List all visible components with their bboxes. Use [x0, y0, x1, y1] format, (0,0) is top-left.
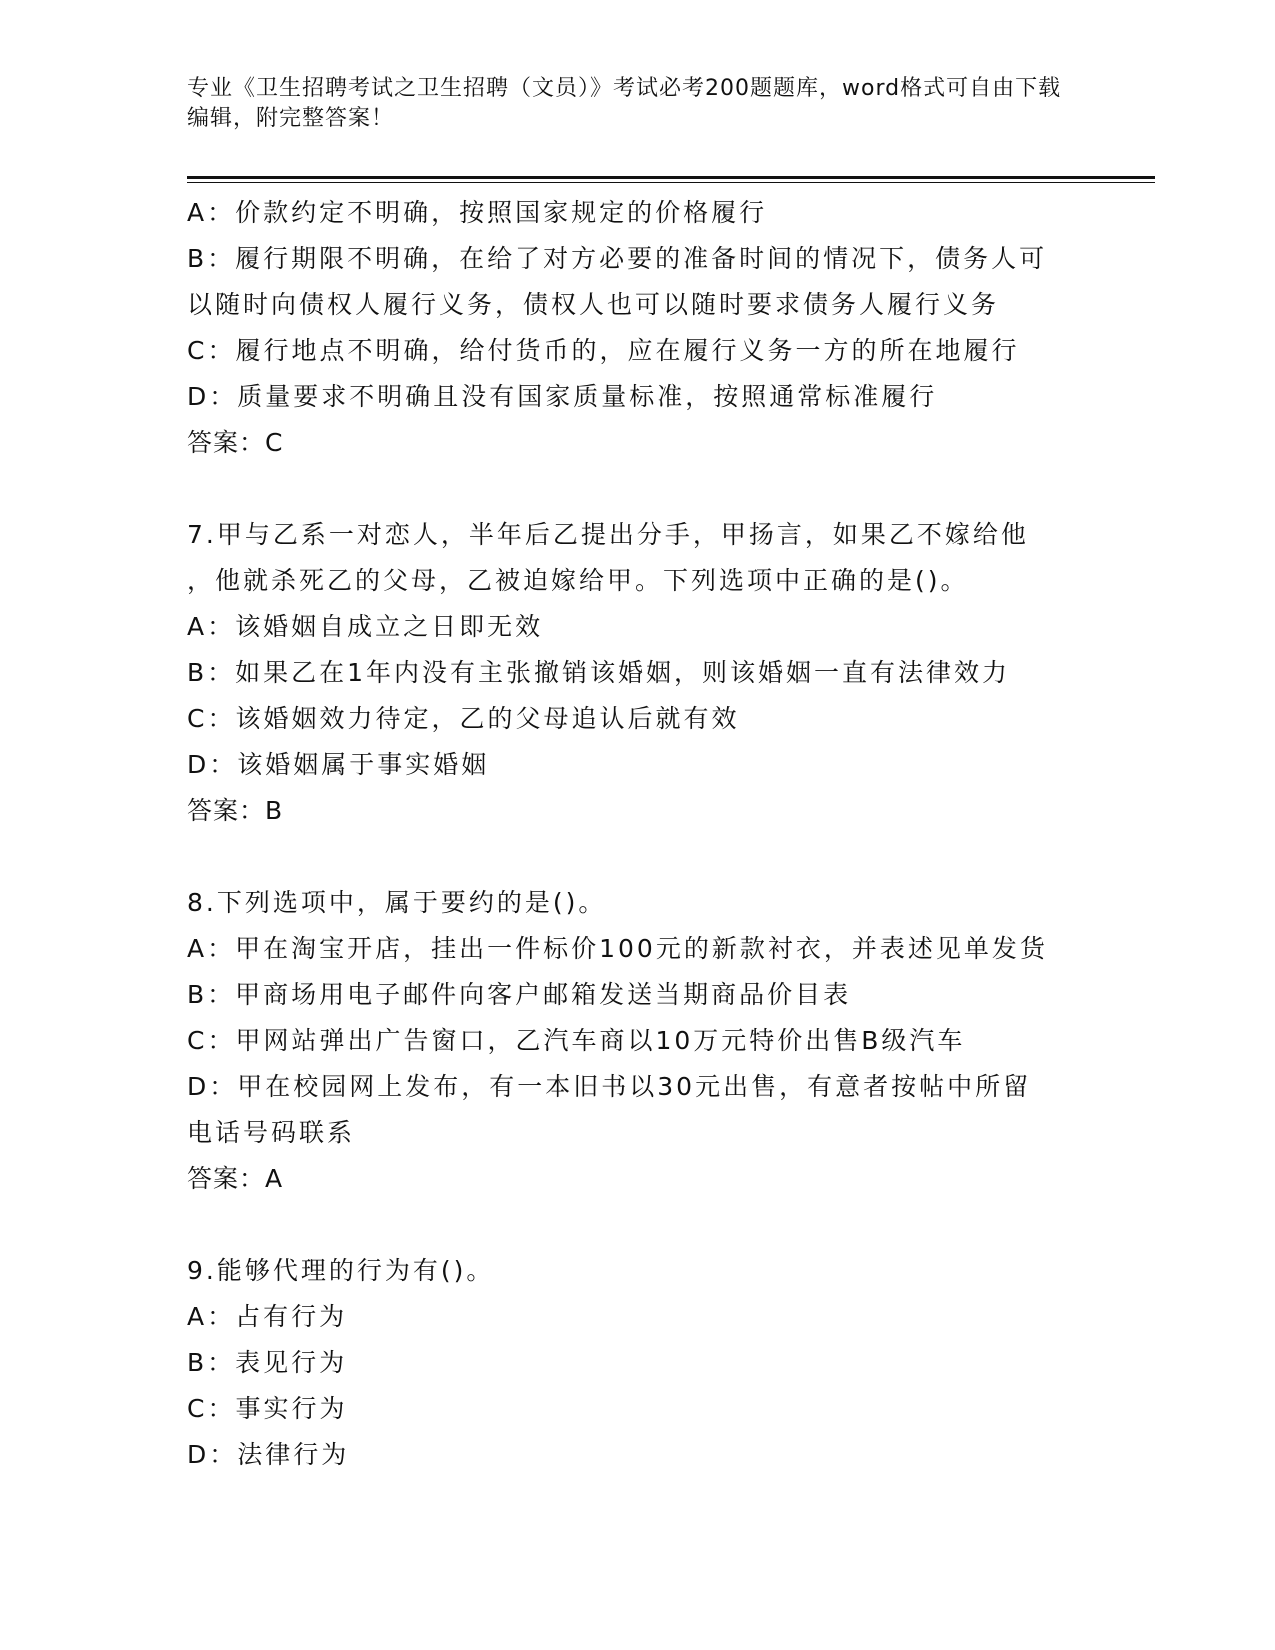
- document-header: 专业《卫生招聘考试之卫生招聘（文员）》考试必考200题题库，word格式可自由下载编辑，附完整答案！: [187, 76, 1062, 131]
- option-line: D：甲在校园网上发布，有一本旧书以30元出售，有意者按帖中所留: [187, 1072, 1032, 1101]
- option-line: B：如果乙在1年内没有主张撤销该婚姻，则该婚姻一直有法律效力: [187, 658, 1011, 687]
- question-stem-line: ，他就杀死乙的父母，乙被迫嫁给甲。下列选项中正确的是()。: [187, 566, 969, 595]
- option-line: A：该婚姻自成立之日即无效: [187, 612, 544, 641]
- answer-line: 答案：A: [187, 1164, 284, 1193]
- option-line: B：履行期限不明确，在给了对方必要的准备时间的情况下，债务人可: [187, 244, 1048, 273]
- option-line: C：事实行为: [187, 1394, 348, 1423]
- option-line: 电话号码联系: [187, 1118, 356, 1147]
- option-line: D：质量要求不明确且没有国家质量标准，按照通常标准履行: [187, 382, 938, 411]
- answer-line: 答案：C: [187, 428, 284, 457]
- question-stem-line: 8.下列选项中，属于要约的是()。: [187, 888, 607, 917]
- header-rule-thick: [187, 176, 1155, 179]
- option-line: B：表见行为: [187, 1348, 348, 1377]
- spacer: [187, 834, 1087, 880]
- option-line: C：履行地点不明确，给付货币的，应在履行义务一方的所在地履行: [187, 336, 1020, 365]
- option-line: C：该婚姻效力待定，乙的父母追认后就有效: [187, 704, 740, 733]
- option-line: B：甲商场用电子邮件向客户邮箱发送当期商品价目表: [187, 980, 852, 1009]
- option-line: A：甲在淘宝开店，挂出一件标价100元的新款衬衣，并表述见单发货: [187, 934, 1048, 963]
- option-line: 以随时向债权人履行义务，债权人也可以随时要求债务人履行义务: [187, 290, 1000, 319]
- question-stem-line: 9.能够代理的行为有()。: [187, 1256, 495, 1285]
- question-stem-line: 7.甲与乙系一对恋人，半年后乙提出分手，甲扬言，如果乙不嫁给他: [187, 520, 1029, 549]
- option-line: C：甲网站弹出广告窗口，乙汽车商以10万元特价出售B级汽车: [187, 1026, 966, 1055]
- answer-line: 答案：B: [187, 796, 284, 825]
- question-9: [187, 1248, 1087, 1478]
- header-rule-thin: [187, 182, 1155, 183]
- spacer: [187, 466, 1087, 512]
- option-line: D：法律行为: [187, 1440, 350, 1469]
- spacer: [187, 1202, 1087, 1248]
- question-8: [187, 880, 1087, 1202]
- option-line: A：占有行为: [187, 1302, 348, 1331]
- option-line: A：价款约定不明确，按照国家规定的价格履行: [187, 198, 768, 227]
- option-line: D：该婚姻属于事实婚姻: [187, 750, 490, 779]
- question-7: [187, 512, 1087, 834]
- question-content: [187, 190, 1087, 1478]
- continued-question: [187, 190, 1087, 466]
